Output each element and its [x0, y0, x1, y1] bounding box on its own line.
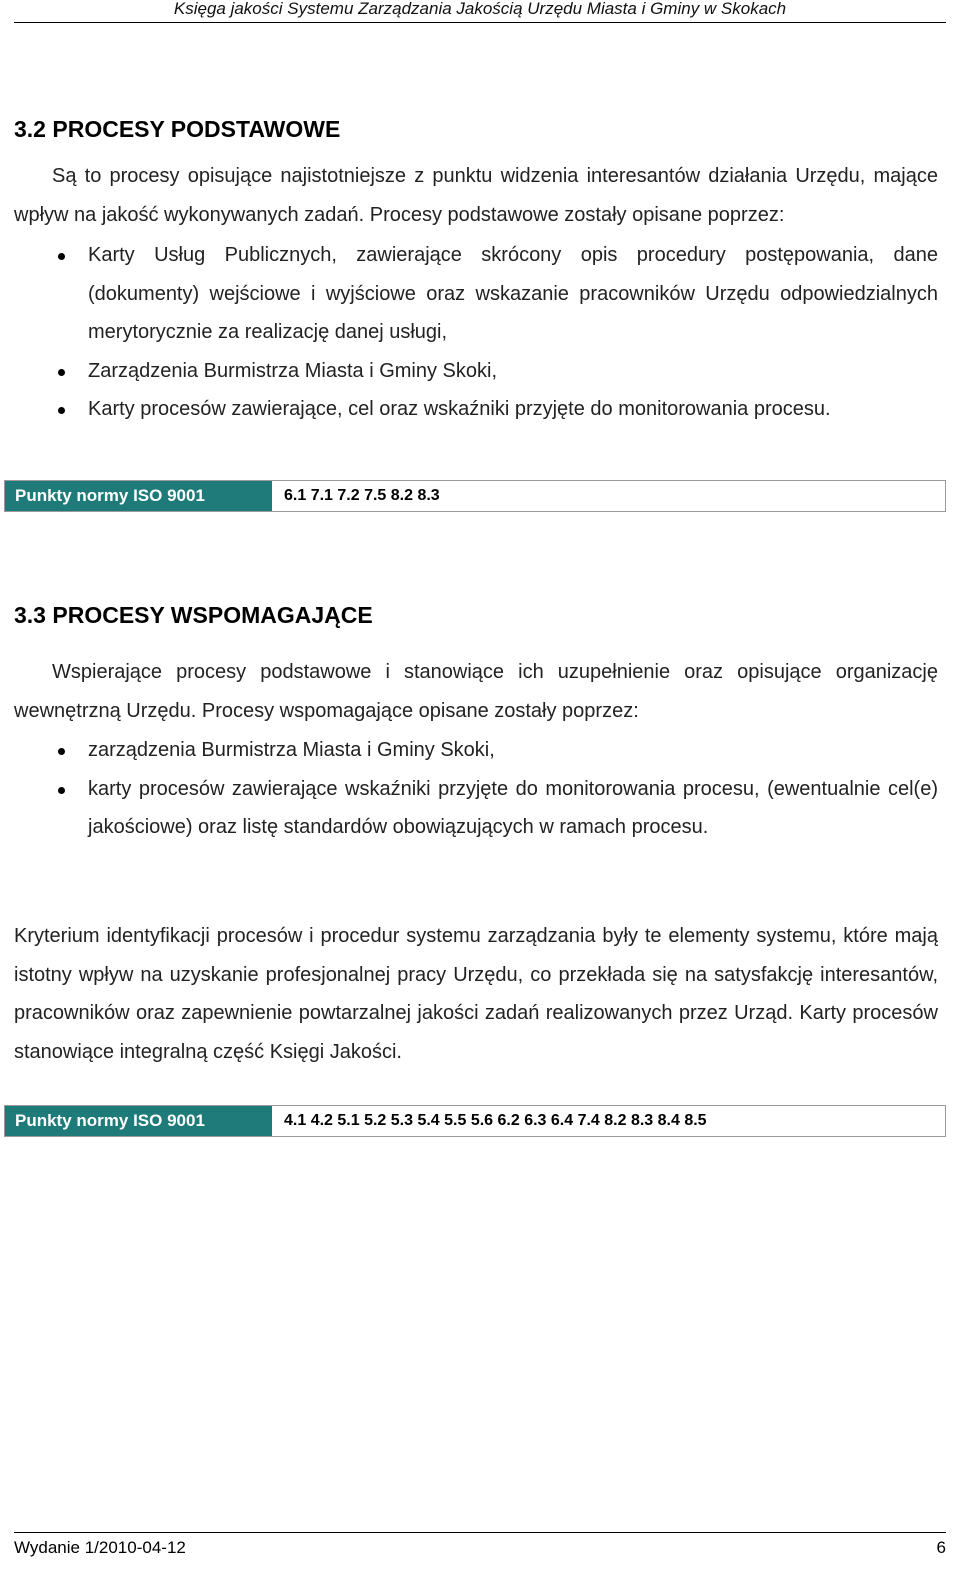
bullet-icon	[58, 369, 65, 376]
iso-points-row	[4, 480, 946, 512]
page-footer	[14, 1532, 946, 1565]
bullet-icon	[58, 787, 65, 794]
bullet-list	[14, 731, 938, 847]
section-title: 3.2 PROCESY PODSTAWOWE	[14, 116, 341, 142]
iso-label: Punkty normy ISO 9001	[5, 1106, 272, 1136]
section-title: 3.3 PROCESY WSPOMAGAJĄCE	[14, 602, 373, 628]
section-procesy-podstawowe	[14, 114, 938, 429]
iso-label: Punkty normy ISO 9001	[5, 481, 272, 511]
section-procesy-wspomagajace	[14, 600, 938, 847]
section-intro: Wspierające procesy podstawowe i stanowiące ich uzupełnienie oraz opisujące organizację wewnętrzną Urzędu. Procesy wspomagające opisane zostały poprzez:	[14, 661, 938, 722]
running-header-title: Księga jakości Systemu Zarządzania Jakością Urzędu Miasta i Gminy w Skokach	[173, 0, 787, 18]
list-item: karty procesów zawierające wskaźniki przyjęte do monitorowania procesu, (ewentualnie cel(e) jakościowe) oraz listę standardów obowiązujących w ramach procesu.	[14, 770, 938, 847]
bullet-icon	[58, 407, 65, 414]
iso-points: 6.1 7.1 7.2 7.5 8.2 8.3	[284, 487, 440, 504]
bullet-icon	[58, 253, 65, 260]
iso-points: 4.1 4.2 5.1 5.2 5.3 5.4 5.5 5.6 6.2 6.3 6.4 7.4 8.2 8.3 8.4 8.5	[284, 1112, 707, 1129]
criteria-paragraph: Kryterium identyfikacji procesów i procedur systemu zarządzania były te elementy systemu, które mają istotny wpływ na uzyskanie profesjonalnej pracy Urzędu, co przekłada się na satysfakcję interesantów, pracowników oraz zapewnienie powtarzalnej jakości zadań realizowanych przez Urząd. Karty procesów stanowiące integralną część Księgi Jakości.	[14, 925, 938, 1063]
list-item: Karty Usług Publicznych, zawierające skrócony opis procedury postępowania, dane (dokumenty) wejściowe i wyjściowe oraz wskazanie pracowników Urzędu odpowiedzialnych merytorycznie za realizację danej usługi,	[14, 236, 938, 352]
bullet-icon	[58, 748, 65, 755]
running-header	[14, 0, 946, 23]
edition-label: Wydanie 1/2010-04-12	[14, 1538, 186, 1557]
criteria-block	[14, 917, 938, 1071]
section-intro: Są to procesy opisujące najistotniejsze z punktu widzenia interesantów działania Urzędu, mające wpływ na jakość wykonywanych zadań. Procesy podstawowe zostały opisane poprzez:	[14, 165, 938, 226]
list-item: Karty procesów zawierające, cel oraz wskaźniki przyjęte do monitorowania procesu.	[14, 390, 938, 429]
bullet-list	[14, 236, 938, 429]
list-item: zarządzenia Burmistrza Miasta i Gminy Skoki,	[14, 731, 938, 770]
list-item: Zarządzenia Burmistrza Miasta i Gminy Skoki,	[14, 352, 938, 391]
page-number: 6	[936, 1538, 946, 1557]
iso-points-row	[4, 1105, 946, 1137]
